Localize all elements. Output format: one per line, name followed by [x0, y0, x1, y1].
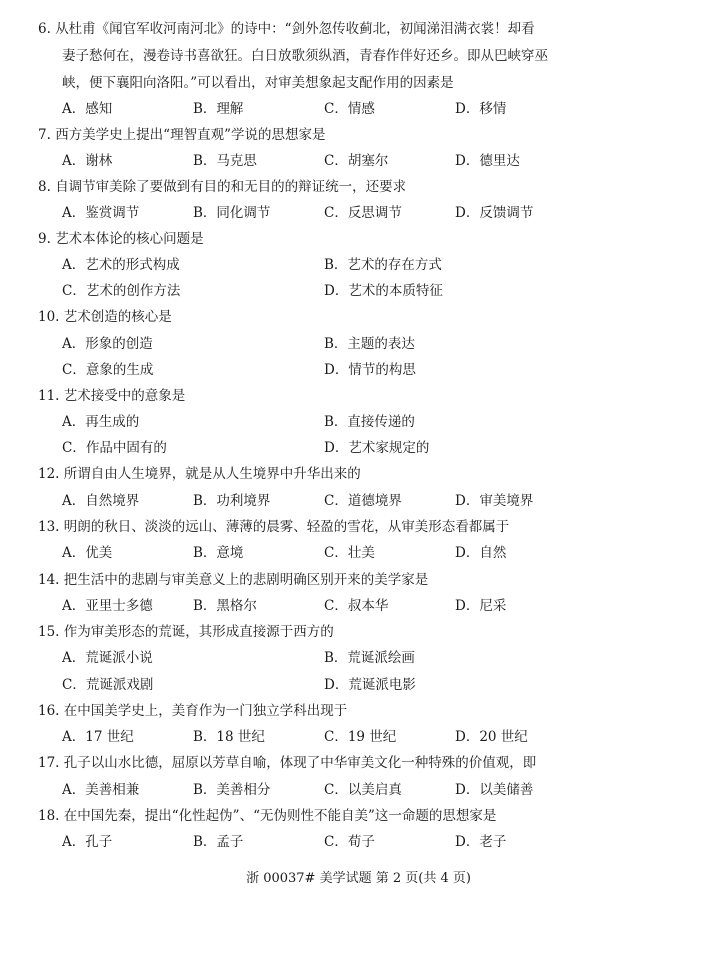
option-d: D．移情	[455, 101, 507, 117]
option-c: C．胡塞尔	[324, 153, 389, 169]
question-6-stem	[38, 16, 698, 42]
question-13-stem	[38, 514, 698, 540]
question-number: 13.	[38, 519, 60, 535]
option-a: A．感知	[62, 101, 113, 117]
option-d: D．自然	[455, 545, 507, 561]
option-c: C．荀子	[324, 834, 375, 850]
option-a: A．优美	[62, 545, 113, 561]
question-number: 12.	[38, 466, 60, 482]
option-d: D．情节的构思	[324, 362, 416, 378]
option-b: B．美善相分	[193, 782, 271, 798]
option-b: B．马克思	[193, 153, 257, 169]
option-a: A．孔子	[62, 834, 113, 850]
question-14-stem	[38, 567, 698, 593]
option-c: C．意象的生成	[62, 362, 154, 378]
option-b: B．艺术的存在方式	[324, 257, 442, 273]
question-text: 艺术本体论的核心问题是	[55, 231, 204, 247]
option-b: B．18 世纪	[193, 729, 265, 745]
option-d: D．德里达	[455, 153, 520, 169]
option-d: D．反馈调节	[455, 205, 534, 221]
option-d: D．老子	[455, 834, 507, 850]
option-a: A．亚里士多德	[62, 598, 153, 614]
question-number: 11.	[38, 388, 60, 404]
option-c: C．反思调节	[324, 205, 402, 221]
question-16-stem	[38, 698, 698, 724]
question-number: 17.	[38, 755, 60, 771]
option-b: B．荒诞派绘画	[324, 650, 415, 666]
option-a: A．艺术的形式构成	[62, 257, 180, 273]
option-c: C．叔本华	[324, 598, 389, 614]
question-text: 明朗的秋日、淡淡的远山、薄薄的晨雾、轻盈的雪花，从审美形态看都属于	[63, 519, 510, 535]
question-number: 15.	[38, 624, 60, 640]
question-text: 在中国先秦，提出“化性起伪”、“无伪则性不能自美”这一命题的思想家是	[63, 808, 497, 824]
option-a: A．再生成的	[62, 414, 140, 430]
page-footer: 浙 00037# 美学试题 第 2 页(共 4 页)	[246, 871, 471, 886]
option-b: B．孟子	[193, 834, 244, 850]
option-d: D．尼采	[455, 598, 507, 614]
option-c: C．情感	[324, 101, 375, 117]
option-c: C．艺术的创作方法	[62, 283, 181, 299]
option-c: C．荒诞派戏剧	[62, 677, 154, 693]
question-text: 在中国美学史上，美育作为一门独立学科出现于	[63, 703, 348, 719]
question-9-stem	[38, 226, 698, 252]
question-text: 作为审美形态的荒诞，其形成直接源于西方的	[63, 624, 334, 640]
option-b: B．功利境界	[193, 493, 271, 509]
question-6-stem-cont: 峡，便下襄阳向洛阳。”可以看出，对审美想象起支配作用的因素是	[62, 75, 454, 91]
option-b: B．意境	[193, 545, 244, 561]
option-b: B．直接传递的	[324, 414, 415, 430]
question-text: 孔子以山水比德，屈原以芳草自喻，体现了中华审美文化一种特殊的价值观，即	[63, 755, 537, 771]
option-d: D．审美境界	[455, 493, 534, 509]
option-c: C．19 世纪	[324, 729, 397, 745]
question-18-stem	[38, 803, 698, 829]
option-a: A．鉴赏调节	[62, 205, 140, 221]
question-17-stem	[38, 750, 698, 776]
question-number: 14.	[38, 572, 60, 588]
option-c: C．以美启真	[324, 782, 402, 798]
option-d: D．荒诞派电影	[324, 677, 416, 693]
question-text: 西方美学史上提出“理智直观”学说的思想家是	[55, 127, 326, 143]
option-d: D．20 世纪	[455, 729, 528, 745]
option-b: B．主题的表达	[324, 336, 415, 352]
option-d: D．艺术家规定的	[324, 440, 430, 456]
option-b: B．同化调节	[193, 205, 271, 221]
question-15-stem	[38, 619, 698, 645]
question-text: 艺术接受中的意象是	[63, 388, 186, 404]
question-10-stem	[38, 304, 698, 330]
option-a: A．17 世纪	[62, 729, 134, 745]
question-8-stem	[38, 174, 698, 200]
question-text: 艺术创造的核心是	[63, 309, 172, 325]
question-text: 从杜甫《闻官军收河南河北》的诗中：“剑外忽传收蓟北，初闻涕泪满衣裳！却看	[55, 21, 535, 37]
question-7-stem	[38, 122, 698, 148]
question-12-stem	[38, 461, 698, 487]
question-number: 6.	[38, 21, 51, 37]
option-a: A．美善相兼	[62, 782, 140, 798]
option-b: B．理解	[193, 101, 244, 117]
option-a: A．自然境界	[62, 493, 140, 509]
option-a: A．荒诞派小说	[62, 650, 153, 666]
option-d: D．艺术的本质特征	[324, 283, 443, 299]
question-number: 16.	[38, 703, 60, 719]
question-number: 8.	[38, 179, 51, 195]
option-d: D．以美储善	[455, 782, 534, 798]
option-a: A．谢林	[62, 153, 113, 169]
question-6-stem-cont: 妻子愁何在，漫卷诗书喜欲狂。白日放歌须纵酒，青春作伴好还乡。即从巴峡穿巫	[62, 48, 548, 64]
question-number: 18.	[38, 808, 60, 824]
option-a: A．形象的创造	[62, 336, 153, 352]
question-text: 把生活中的悲剧与审美意义上的悲剧明确区别开来的美学家是	[63, 572, 429, 588]
option-c: C．道德境界	[324, 493, 402, 509]
option-c: C．作品中固有的	[62, 440, 167, 456]
question-number: 7.	[38, 127, 51, 143]
question-number: 9.	[38, 231, 51, 247]
option-c: C．壮美	[324, 545, 375, 561]
question-text: 所谓自由人生境界，就是从人生境界中升华出来的	[63, 466, 361, 482]
question-text: 自调节审美除了要做到有目的和无目的的辩证统一，还要求	[55, 179, 407, 195]
option-b: B．黑格尔	[193, 598, 257, 614]
question-11-stem	[38, 383, 698, 409]
question-number: 10.	[38, 309, 60, 325]
